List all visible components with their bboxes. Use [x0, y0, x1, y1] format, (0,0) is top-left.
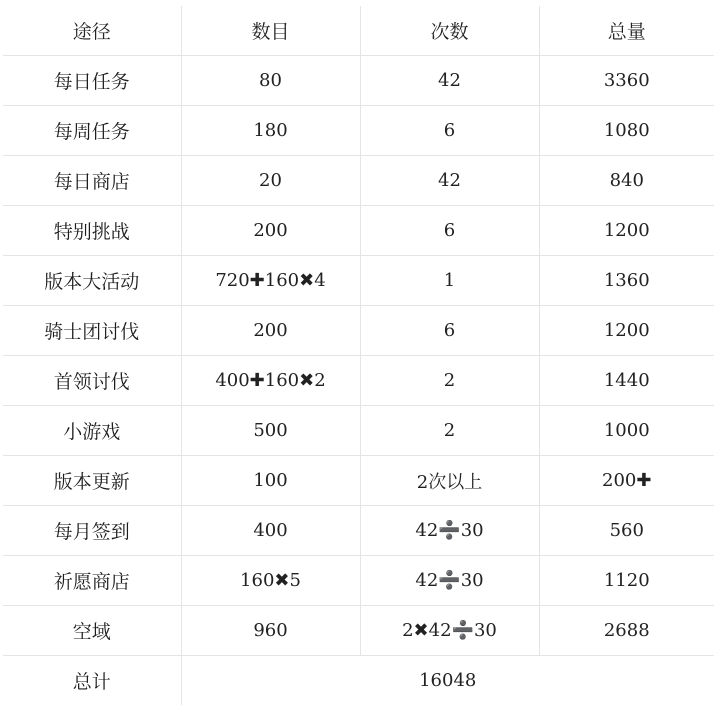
amount-cell: 20 — [181, 156, 360, 206]
table-row — [3, 206, 714, 256]
times-cell: 42➗30 — [360, 556, 539, 606]
source-cell: 空域 — [3, 606, 181, 656]
total-label: 总计 — [3, 656, 181, 705]
total-cell: 1200 — [539, 306, 714, 356]
times-cell: 6 — [360, 206, 539, 256]
header-amount: 数目 — [181, 6, 360, 56]
times-cell: 6 — [360, 306, 539, 356]
times-cell: 42➗30 — [360, 506, 539, 556]
table-row — [3, 506, 714, 556]
table-row — [3, 256, 714, 306]
currency-sources-table — [3, 6, 714, 705]
total-cell: 2688 — [539, 606, 714, 656]
header-source: 途径 — [3, 6, 181, 56]
source-cell: 特别挑战 — [3, 206, 181, 256]
amount-cell: 500 — [181, 406, 360, 456]
source-cell: 小游戏 — [3, 406, 181, 456]
source-cell: 版本更新 — [3, 456, 181, 506]
header-total: 总量 — [539, 6, 714, 56]
source-cell: 首领讨伐 — [3, 356, 181, 406]
total-cell: 1080 — [539, 106, 714, 156]
amount-cell: 80 — [181, 56, 360, 106]
table-row — [3, 456, 714, 506]
header-row — [3, 6, 714, 56]
header-times: 次数 — [360, 6, 539, 56]
times-cell: 1 — [360, 256, 539, 306]
table-row — [3, 406, 714, 456]
total-cell: 3360 — [539, 56, 714, 106]
total-cell: 1200 — [539, 206, 714, 256]
table-row — [3, 606, 714, 656]
source-cell: 版本大活动 — [3, 256, 181, 306]
source-cell: 祈愿商店 — [3, 556, 181, 606]
amount-cell: 720✚160✖4 — [181, 256, 360, 306]
source-cell: 每日任务 — [3, 56, 181, 106]
total-cell: 840 — [539, 156, 714, 206]
grand-total-value: 16048 — [181, 656, 714, 705]
times-cell: 42 — [360, 56, 539, 106]
amount-cell: 960 — [181, 606, 360, 656]
amount-cell: 160✖5 — [181, 556, 360, 606]
table-row — [3, 306, 714, 356]
amount-cell: 200 — [181, 306, 360, 356]
times-cell: 2 — [360, 406, 539, 456]
table-row — [3, 356, 714, 406]
times-cell: 2 — [360, 356, 539, 406]
amount-cell: 200 — [181, 206, 360, 256]
total-cell: 1000 — [539, 406, 714, 456]
amount-cell: 400 — [181, 506, 360, 556]
total-cell: 560 — [539, 506, 714, 556]
total-cell: 200✚ — [539, 456, 714, 506]
table-row — [3, 156, 714, 206]
table-row — [3, 106, 714, 156]
amount-cell: 400✚160✖2 — [181, 356, 360, 406]
source-cell: 骑士团讨伐 — [3, 306, 181, 356]
amount-cell: 180 — [181, 106, 360, 156]
total-cell: 1360 — [539, 256, 714, 306]
source-cell: 每周任务 — [3, 106, 181, 156]
total-cell: 1440 — [539, 356, 714, 406]
source-cell: 每日商店 — [3, 156, 181, 206]
amount-cell: 100 — [181, 456, 360, 506]
total-row — [3, 656, 714, 705]
source-cell: 每月签到 — [3, 506, 181, 556]
times-cell: 2次以上 — [360, 456, 539, 506]
total-cell: 1120 — [539, 556, 714, 606]
times-cell: 2✖42➗30 — [360, 606, 539, 656]
table-row — [3, 556, 714, 606]
times-cell: 42 — [360, 156, 539, 206]
times-cell: 6 — [360, 106, 539, 156]
table-row — [3, 56, 714, 106]
